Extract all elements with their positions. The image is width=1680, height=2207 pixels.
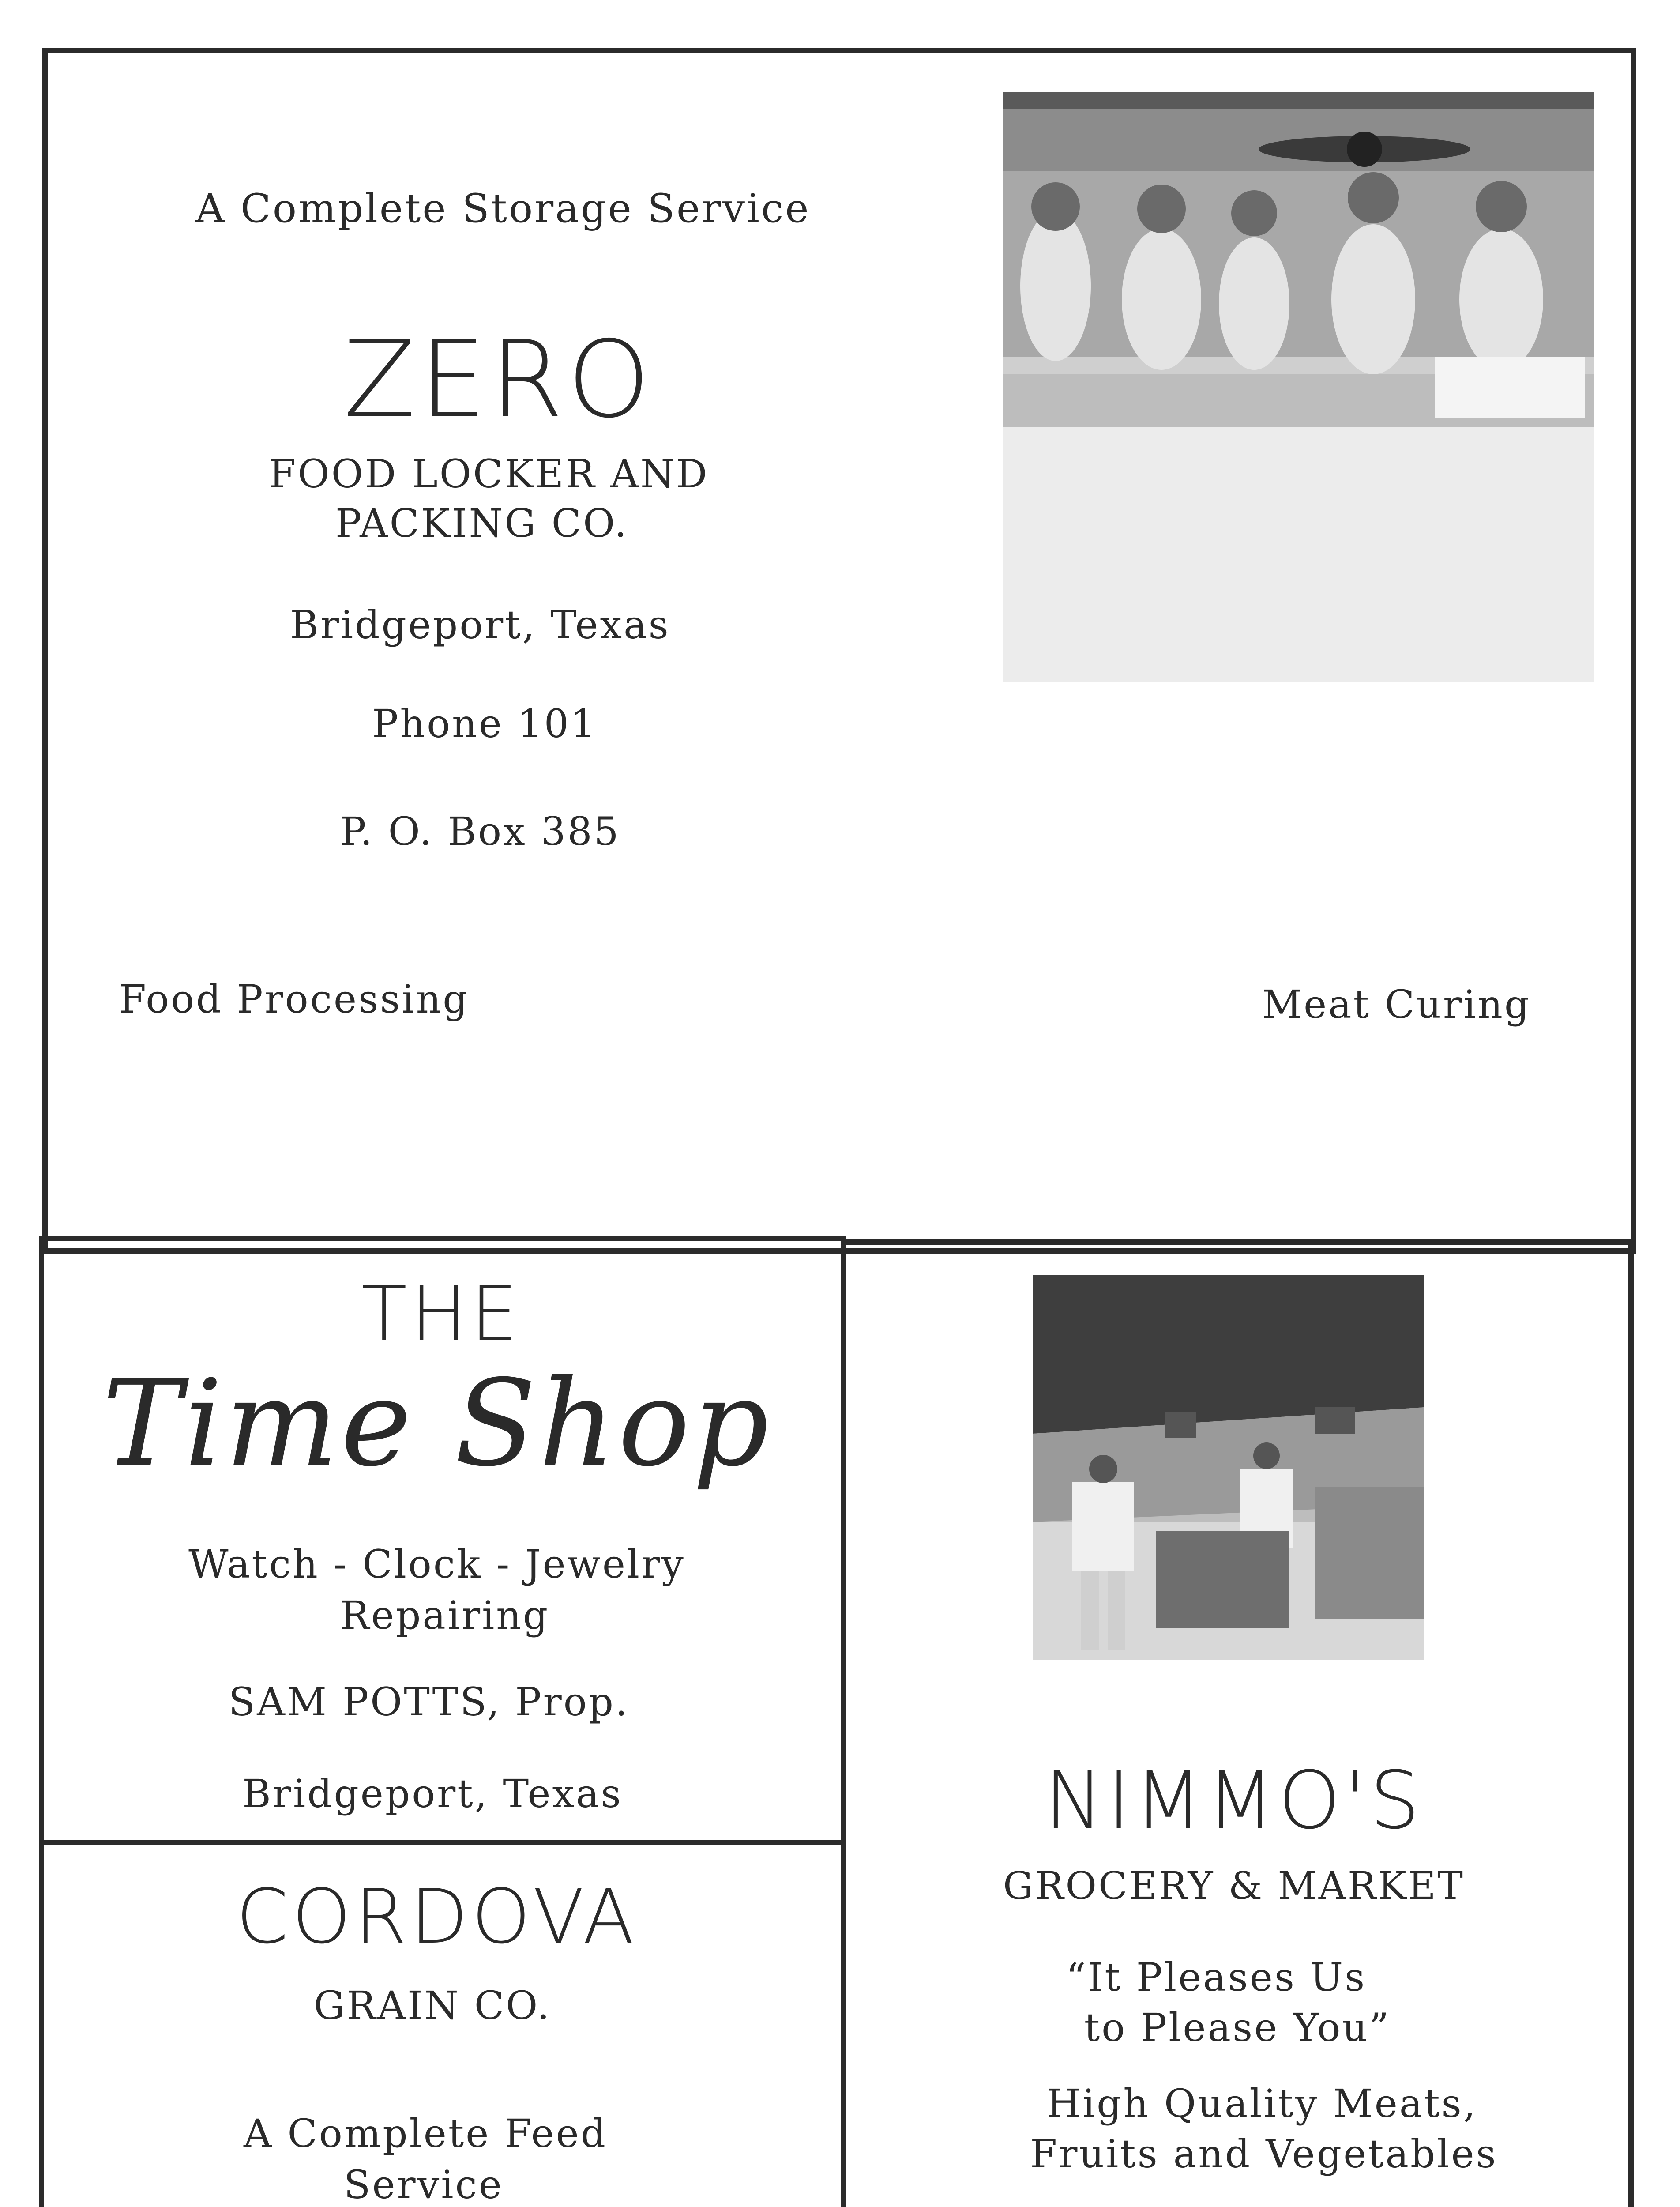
nimmos-products-line1: High Quality Meats, (1047, 2081, 1477, 2126)
cordova-name: CORDOVA (236, 1873, 638, 1961)
time-shop-services-line2: Repairing (340, 1593, 550, 1638)
cordova-service-line2: Service (344, 2162, 504, 2207)
cordova-service-line1: A Complete Feed (244, 2111, 607, 2156)
zero-location: Bridgeport, Texas (290, 602, 670, 648)
nimmos-slogan-line2: to Please You” (1084, 2005, 1391, 2050)
nimmos-name: NIMMO'S (1044, 1755, 1424, 1847)
zero-staff-photo (1003, 92, 1594, 682)
zero-name: ZERO (343, 318, 654, 441)
time-shop-the: THE (361, 1270, 522, 1358)
zero-right-service: Meat Curing (1262, 982, 1531, 1027)
time-shop-name: Time Shop (102, 1354, 772, 1493)
time-shop-services-line1: Watch - Clock - Jewelry (188, 1541, 685, 1587)
nimmos-products-line2: Fruits and Vegetables (1030, 2131, 1498, 2177)
zero-tagline: A Complete Storage Service (195, 185, 811, 232)
nimmos-slogan-line1: “It Pleases Us (1066, 1955, 1367, 2000)
zero-subtitle-line1: FOOD LOCKER AND (269, 451, 709, 497)
time-shop-location: Bridgeport, Texas (242, 1771, 623, 1816)
nimmos-store-photo (1033, 1275, 1424, 1660)
nimmos-subtitle: GROCERY & MARKET (1003, 1864, 1465, 1908)
zero-left-service: Food Processing (119, 976, 470, 1022)
zero-po-box: P. O. Box 385 (340, 809, 620, 854)
zero-subtitle-line2: PACKING CO. (335, 501, 629, 546)
zero-phone: Phone 101 (372, 701, 597, 746)
cordova-subtitle: GRAIN CO. (313, 1983, 552, 2028)
time-shop-proprietor: SAM POTTS, Prop. (229, 1679, 629, 1725)
